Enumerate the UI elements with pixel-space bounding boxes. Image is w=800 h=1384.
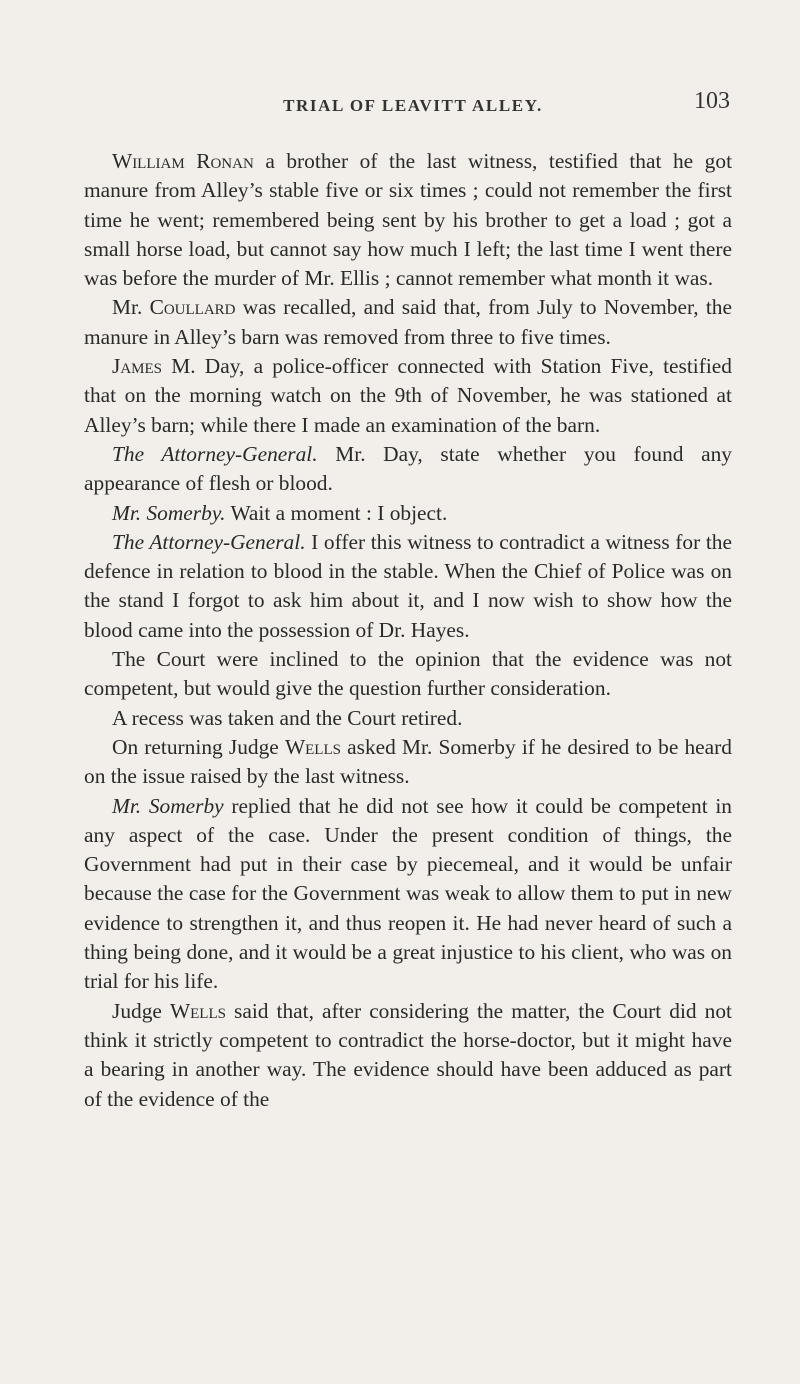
paragraph-prefix: On returning Judge bbox=[112, 734, 285, 759]
page-number: 103 bbox=[694, 88, 730, 114]
paragraph-text: Wait a moment : I object. bbox=[225, 500, 448, 525]
paragraph-somerby-objection bbox=[84, 499, 732, 528]
paragraph-attorney-offer bbox=[84, 528, 732, 645]
paragraph-judge-question bbox=[84, 733, 732, 792]
speaker-name: Wells bbox=[169, 998, 226, 1023]
paragraph-coullard-recalled bbox=[84, 293, 732, 352]
speaker-name: The Attorney-General. bbox=[112, 441, 318, 466]
paragraph-prefix: Judge bbox=[112, 998, 170, 1023]
paragraph-text: I offer this witness to contradict a witness for the defence in relation to blood in the stable. When the Chief of Police was on the stand I forgot to ask him about it, and I now wish to show how the blood came into the possession of Dr. Hayes. bbox=[84, 529, 732, 642]
paragraph-text: a brother of the last witness, testified that he got manure from Alley’s stable five or six times ; could not remember the first time he went; remembered being sent by his brother to get a load ; got a small horse load, but cannot say how much I left; the last time I went there was before the murder of Mr. Ellis ; cannot remember what month it was. bbox=[84, 149, 733, 291]
paragraph-court-opinion bbox=[84, 645, 732, 704]
paragraph-ronan-testimony bbox=[84, 147, 732, 293]
speaker-name: The Attorney-General. bbox=[112, 529, 306, 554]
speaker-name: James bbox=[112, 354, 162, 379]
paragraph-text: A recess was taken and the Court retired. bbox=[112, 705, 463, 730]
paragraph-text: asked Mr. Somerby if he desired to be heard on the issue raised by the last witness. bbox=[84, 734, 732, 789]
paragraph-text: was recalled, and said that, from July to November, the manure in Alley’s barn was removed from three to five times. bbox=[84, 295, 732, 349]
running-title: TRIAL OF LEAVITT ALLEY. bbox=[283, 96, 543, 115]
running-header bbox=[96, 88, 730, 120]
speaker-name: Coullard bbox=[149, 295, 236, 320]
speaker-name: Wells bbox=[284, 734, 341, 759]
speaker-name: Mr. Somerby. bbox=[112, 500, 226, 525]
paragraph-attorney-question bbox=[84, 440, 732, 499]
speaker-name: William Ronan bbox=[112, 149, 254, 173]
paragraph-day-testimony bbox=[84, 352, 732, 440]
paragraph-recess bbox=[84, 704, 732, 733]
paragraph-prefix: Mr. bbox=[112, 295, 150, 320]
paragraph-text: Mr. Day, state whether you found any appearance of flesh or blood. bbox=[84, 441, 732, 496]
paragraph-text: M. Day, a police-officer connected with Station Five, testified that on the morning watch on the 9th of November, he was stationed at Alley’s barn; while there I made an examination of the barn. bbox=[84, 354, 732, 437]
paragraph-somerby-reply bbox=[84, 792, 732, 997]
speaker-name: Mr. Somerby bbox=[112, 793, 224, 818]
paragraph-text: replied that he did not see how it could be competent in any aspect of the case. Under the present condition of things, the Government had put in their case by piecemeal, and it would be unfair because the case for the Government was weak to allow them to put in new evidence to strengthen it, and thus reopen it. He had never heard of such a thing being done, and it would be a great injustice to his client, who was on trial for his life. bbox=[84, 793, 732, 994]
paragraph-text: The Court were inclined to the opinion that the evidence was not competent, but would give the question further consideration. bbox=[84, 647, 732, 701]
paragraph-text: said that, after considering the matter, the Court did not think it strictly competent to contradict the horse-doctor, but it might have a bearing in another way. The evidence should have been adduced as part of the evidence of the bbox=[84, 998, 732, 1111]
body-text bbox=[84, 147, 732, 1114]
paragraph-judge-ruling bbox=[84, 997, 732, 1114]
